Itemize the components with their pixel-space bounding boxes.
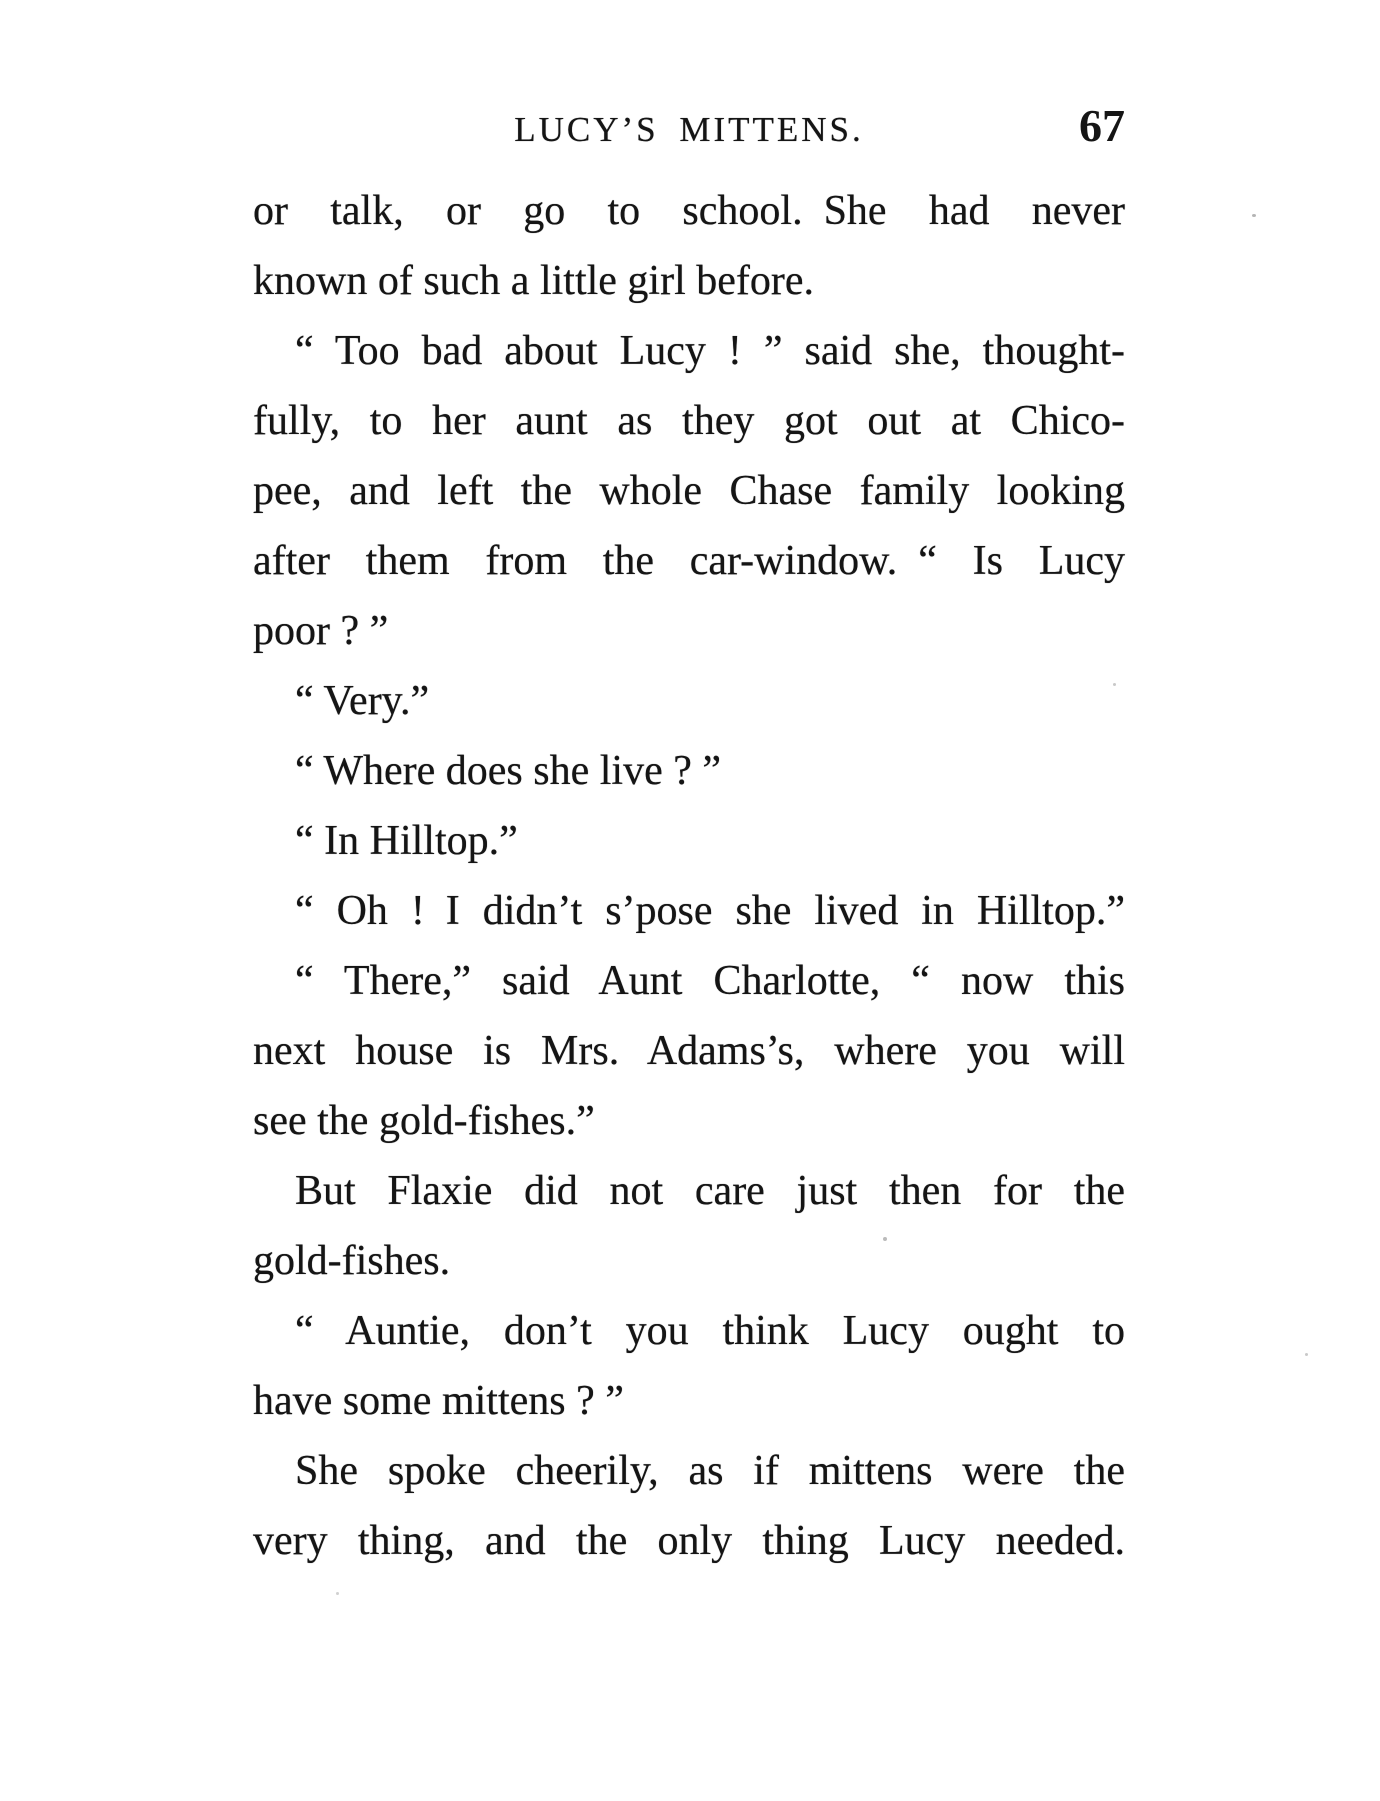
scan-speck (336, 1592, 339, 1595)
scan-speck (1252, 214, 1256, 217)
text-line: “ There,” said Aunt Charlotte, “ now this (295, 958, 1125, 1004)
scan-speck (883, 1237, 887, 1241)
text-line: have some mittens ? ” (253, 1378, 624, 1424)
text-line: But Flaxie did not care just then for the (295, 1168, 1125, 1214)
text-line: “ In Hilltop.” (295, 818, 518, 864)
running-title: LUCY’S MITTENS. (514, 110, 864, 149)
text-line: She spoke cheerily, as if mittens were the (295, 1448, 1125, 1494)
body-text (253, 176, 1125, 1576)
text-line: very thing, and the only thing Lucy needed. (253, 1518, 1125, 1564)
text-line: known of such a little girl before. (253, 258, 815, 304)
text-line: “ Too bad about Lucy ! ” said she, thought- (295, 328, 1125, 374)
text-line: after them from the car-window. “ Is Lucy (253, 538, 1125, 584)
text-line: poor ? ” (253, 608, 389, 654)
text-line: fully, to her aunt as they got out at Chico- (253, 398, 1125, 444)
page-header (253, 100, 1125, 152)
text-line: “ Auntie, don’t you think Lucy ought to (295, 1308, 1125, 1354)
text-line: pee, and left the whole Chase family looking (253, 468, 1125, 514)
text-line: “ Where does she live ? ” (295, 748, 722, 794)
scan-speck (1113, 683, 1116, 686)
text-line: see the gold-fishes.” (253, 1098, 595, 1144)
text-line: “ Oh ! I didn’t s’pose she lived in Hilltop.” (295, 888, 1125, 934)
page-number: 67 (1079, 100, 1125, 151)
text-line: “ Very.” (295, 678, 430, 724)
text-line: gold-fishes. (253, 1238, 451, 1284)
scan-speck (1305, 1353, 1308, 1356)
text-line: next house is Mrs. Adams’s, where you will (253, 1028, 1125, 1074)
text-line: or talk, or go to school. She had never (253, 188, 1125, 234)
